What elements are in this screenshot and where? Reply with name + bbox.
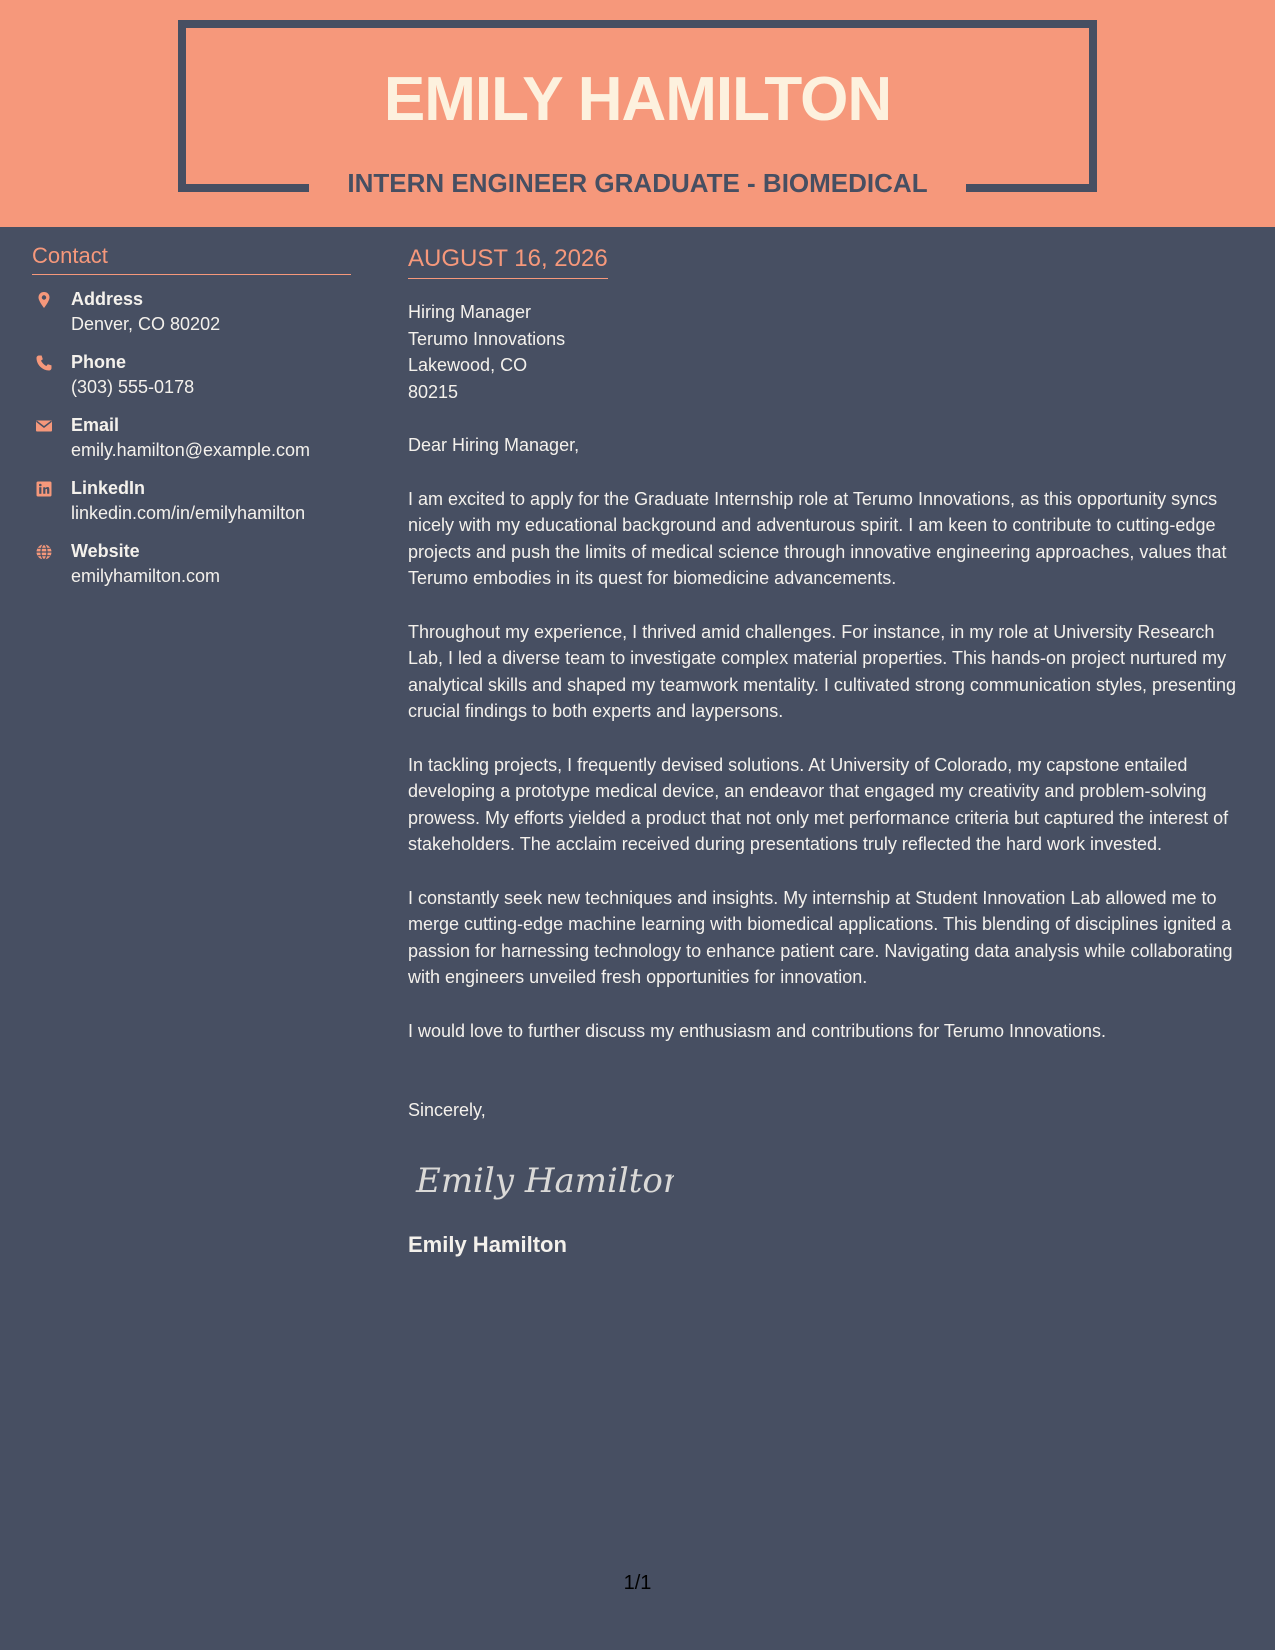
contact-label: Website [71, 541, 140, 561]
letter-paragraph: I constantly seek new techniques and insights. My internship at Student Innovation Lab allowed me to merge cutting-edge machine learning with biomedical applications. This blending of disciplines ignited a passion for harnessing technology to enhance patient care. Navigating data analysis while collaborating with engineers unveiled fresh opportunities for innovation. [408, 887, 1233, 987]
contact-item-email [32, 413, 351, 476]
contact-item-linkedin [32, 476, 351, 539]
contact-value: (303) 555-0178 [71, 377, 195, 397]
contact-value: Denver, CO 80202 [71, 314, 221, 334]
recipient-line: 80215 [408, 381, 459, 402]
letter-paragraph: I am excited to apply for the Graduate Internship role at Terumo Innovations, as this opportunity syncs nicely with my educational background and adventurous spirit. I am keen to contribute to cutting-edge projects and push the limits of medical science through innovative engineering approaches, values that Terumo embodies in its quest for biomedicine advancements. [408, 488, 1227, 588]
recipient-line: Hiring Manager [408, 302, 532, 322]
signature-text: Emily Hamilton [416, 1160, 674, 1201]
linkedin-icon [35, 480, 53, 498]
header-banner [0, 0, 1275, 227]
map-pin-icon [35, 291, 53, 309]
letter-paragraph: Throughout my experience, I thrived amid challenges. For instance, in my role at University Research Lab, I led a diverse team to investigate complex material properties. This hands-on project nurtured my analytical skills and shaped my teamwork mentality. I cultivated strong communication styles, presenting crucial findings to both experts and laypersons. [408, 621, 1237, 721]
recipient-block [408, 299, 1248, 405]
contact-value: emily.hamilton@example.com [71, 440, 311, 460]
contact-label: Email [71, 415, 120, 435]
globe-icon [35, 543, 53, 561]
job-title: INTERN ENGINEER GRADUATE - BIOMEDICAL [347, 168, 928, 198]
phone-icon [35, 354, 53, 372]
envelope-icon [35, 417, 53, 435]
recipient-line: Lakewood, CO [408, 355, 528, 375]
signed-name: Emily Hamilton [408, 1231, 567, 1257]
contact-item-address [32, 287, 351, 350]
closing: Sincerely, [408, 1100, 486, 1120]
contact-label: Phone [71, 352, 127, 372]
contact-sidebar [32, 242, 351, 602]
contact-item-website [32, 539, 351, 602]
contact-value: linkedin.com/in/emilyhamilton [71, 503, 306, 523]
letter-paragraph: I would love to further discuss my enthusiasm and contributions for Terumo Innovations. [408, 1020, 1107, 1041]
handwritten-signature [414, 1152, 674, 1212]
letter-paragraph: In tackling projects, I frequently devised solutions. At University of Colorado, my capstone entailed developing a prototype medical device, an endeavor that engaged my creativity and problem-solving prowess. My efforts yielded a product that not only met performance criteria but captured the interest of stakeholders. The acclaim received during presentations truly reflected the hard work invested. [408, 754, 1229, 854]
letter-date: AUGUST 16, 2026 [408, 245, 608, 272]
contact-value: emilyhamilton.com [71, 566, 221, 586]
page-number: 1/1 [623, 1572, 652, 1594]
contact-item-phone [32, 350, 351, 413]
letter-body [408, 244, 1248, 1259]
applicant-name: EMILY HAMILTON [383, 65, 892, 134]
contact-label: Address [71, 289, 144, 309]
recipient-line: Terumo Innovations [408, 328, 566, 349]
letter-date-wrapper [408, 244, 608, 279]
contact-label: LinkedIn [71, 478, 146, 498]
header-frame-top [178, 20, 1097, 28]
contact-heading: Contact [32, 242, 351, 275]
contact-list [32, 287, 351, 602]
salutation: Dear Hiring Manager, [408, 435, 580, 455]
